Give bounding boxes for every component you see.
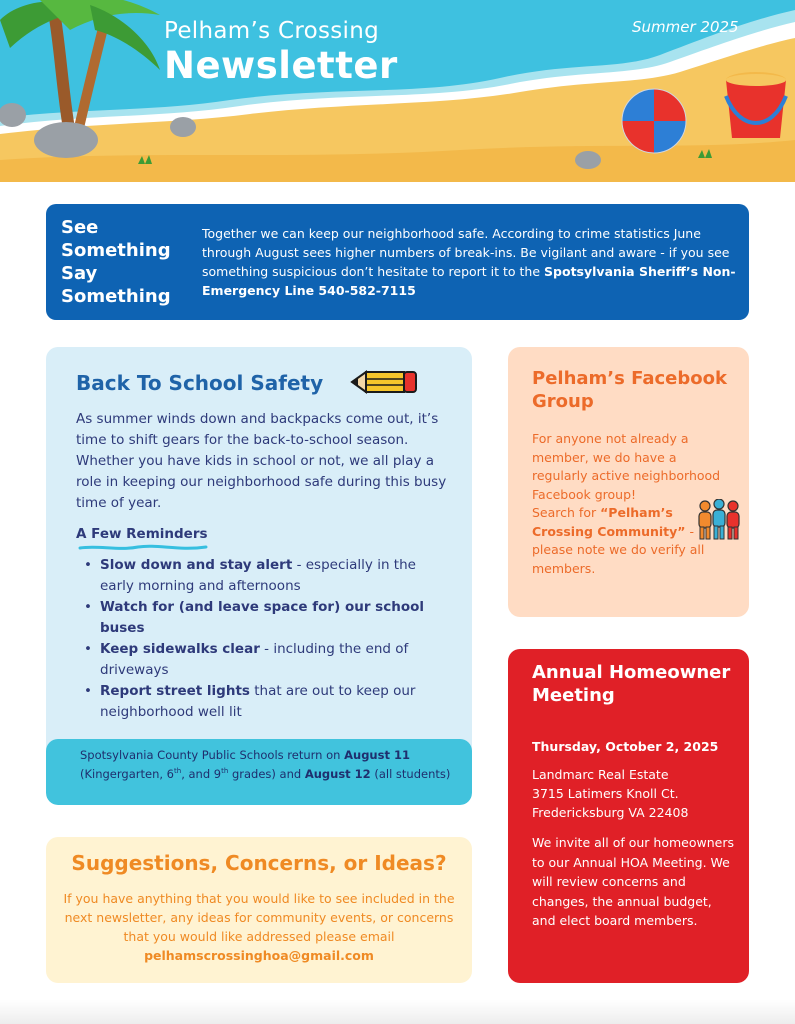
school-intro: As summer winds down and backpacks come out, it’s time to shift gears for the back-to-school season. Whether you have kids in school or not, we all play a role in keeping our neighborhood safe during this busy time of year. xyxy=(76,411,447,511)
footer-text: , and 9 xyxy=(181,766,222,781)
footer-sup: th xyxy=(174,767,182,775)
reminders-heading: A Few Reminders xyxy=(76,526,208,542)
facebook-group-card xyxy=(508,347,749,617)
school-return-dates xyxy=(46,739,472,805)
meeting-address xyxy=(532,765,688,822)
hoa-email-link[interactable]: pelhamscrossinghoa@gmail.com xyxy=(144,948,374,963)
page-bottom-shadow xyxy=(0,1000,795,1024)
facebook-text: For anyone not already a member, we do have a regularly active neighborhood Facebook group! xyxy=(532,431,721,502)
return-date-1: August 11 xyxy=(344,748,410,762)
footer-text: (Kingergarten, 6 xyxy=(80,766,174,781)
facebook-text: Search for xyxy=(532,505,601,520)
newsletter-community-name: Pelham’s Crossing xyxy=(164,18,379,44)
reminder-text: that are out to keep our neighborhood well lit xyxy=(100,683,416,720)
school-title: Back To School Safety xyxy=(76,371,324,395)
footer-sup: th xyxy=(221,767,229,775)
people-group-icon xyxy=(696,499,742,541)
scribble-underline xyxy=(78,544,208,552)
see-title-line: Something xyxy=(61,240,171,261)
meeting-title: Annual Homeowner Meeting xyxy=(532,662,731,706)
reminder-text: - especially in the early morning and afternoons xyxy=(100,557,416,594)
suggestions-title: Suggestions, Concerns, or Ideas? xyxy=(71,851,447,875)
see-something-body xyxy=(202,224,742,300)
see-body-text: Together we can keep our neighborhood safe. According to crime statistics June through August sees higher numbers of break-ins. Be vigilant and aware - if you see something suspicious don’t hesitate to report it to the xyxy=(202,226,730,279)
footer-text: Spotsylvania County Public Schools return on xyxy=(80,748,345,762)
facebook-title: Pelham’s Facebook Group xyxy=(532,368,727,412)
back-to-school-card xyxy=(46,347,472,805)
facebook-group-name: “Pelham’s Crossing Community” xyxy=(532,505,686,539)
meeting-body: We invite all of our homeowners to our Annual HOA Meeting. We will review concerns and changes, the annual budget, and elect board members. xyxy=(532,835,734,928)
see-title-line: Say xyxy=(61,263,98,284)
see-title-line: Something xyxy=(61,286,171,307)
list-item xyxy=(98,639,443,681)
suggestions-card xyxy=(46,837,472,983)
reminder-bold: Watch for (and leave space for) our school buses xyxy=(100,599,425,636)
suggestions-body xyxy=(58,889,460,965)
annual-meeting-card xyxy=(508,649,749,983)
sheriff-hotline: Spotsylvania Sheriff’s Non-Emergency Line 540-582-7115 xyxy=(202,264,736,298)
reminder-bold: Report street lights xyxy=(100,683,250,699)
facebook-text: - please note we do verify all members. xyxy=(532,523,705,576)
see-title-line: See xyxy=(61,217,99,238)
reminders-list xyxy=(98,555,443,723)
address-line: 3715 Latimers Knoll Ct. xyxy=(532,786,679,801)
reminder-text: - including the end of driveways xyxy=(100,641,409,678)
list-item xyxy=(98,597,443,639)
pencil-icon xyxy=(350,369,418,395)
reminder-bold: Slow down and stay alert xyxy=(100,557,293,573)
issue-date: Summer 2025 xyxy=(632,18,739,36)
suggestions-text: If you have anything that you would like to see included in the next newsletter, any ideas for community events, or concerns that you would like addressed please email xyxy=(63,891,455,944)
list-item xyxy=(98,555,443,597)
address-line: Landmarc Real Estate xyxy=(532,767,669,782)
reminder-bold: Keep sidewalks clear xyxy=(100,641,260,657)
footer-text: (all students) xyxy=(370,766,451,781)
beach-ball-icon xyxy=(622,89,686,153)
meeting-date: Thursday, October 2, 2025 xyxy=(532,739,719,754)
address-line: Fredericksburg VA 22408 xyxy=(532,805,689,820)
rock-icon xyxy=(34,122,98,158)
header-banner xyxy=(0,0,795,182)
see-something-banner xyxy=(46,204,749,320)
sand-bucket-icon xyxy=(726,72,786,138)
list-item xyxy=(98,681,443,723)
newsletter-title: Newsletter xyxy=(164,44,398,87)
return-date-2: August 12 xyxy=(304,766,371,781)
see-something-title xyxy=(61,216,191,308)
footer-text: grades) and xyxy=(228,766,305,781)
